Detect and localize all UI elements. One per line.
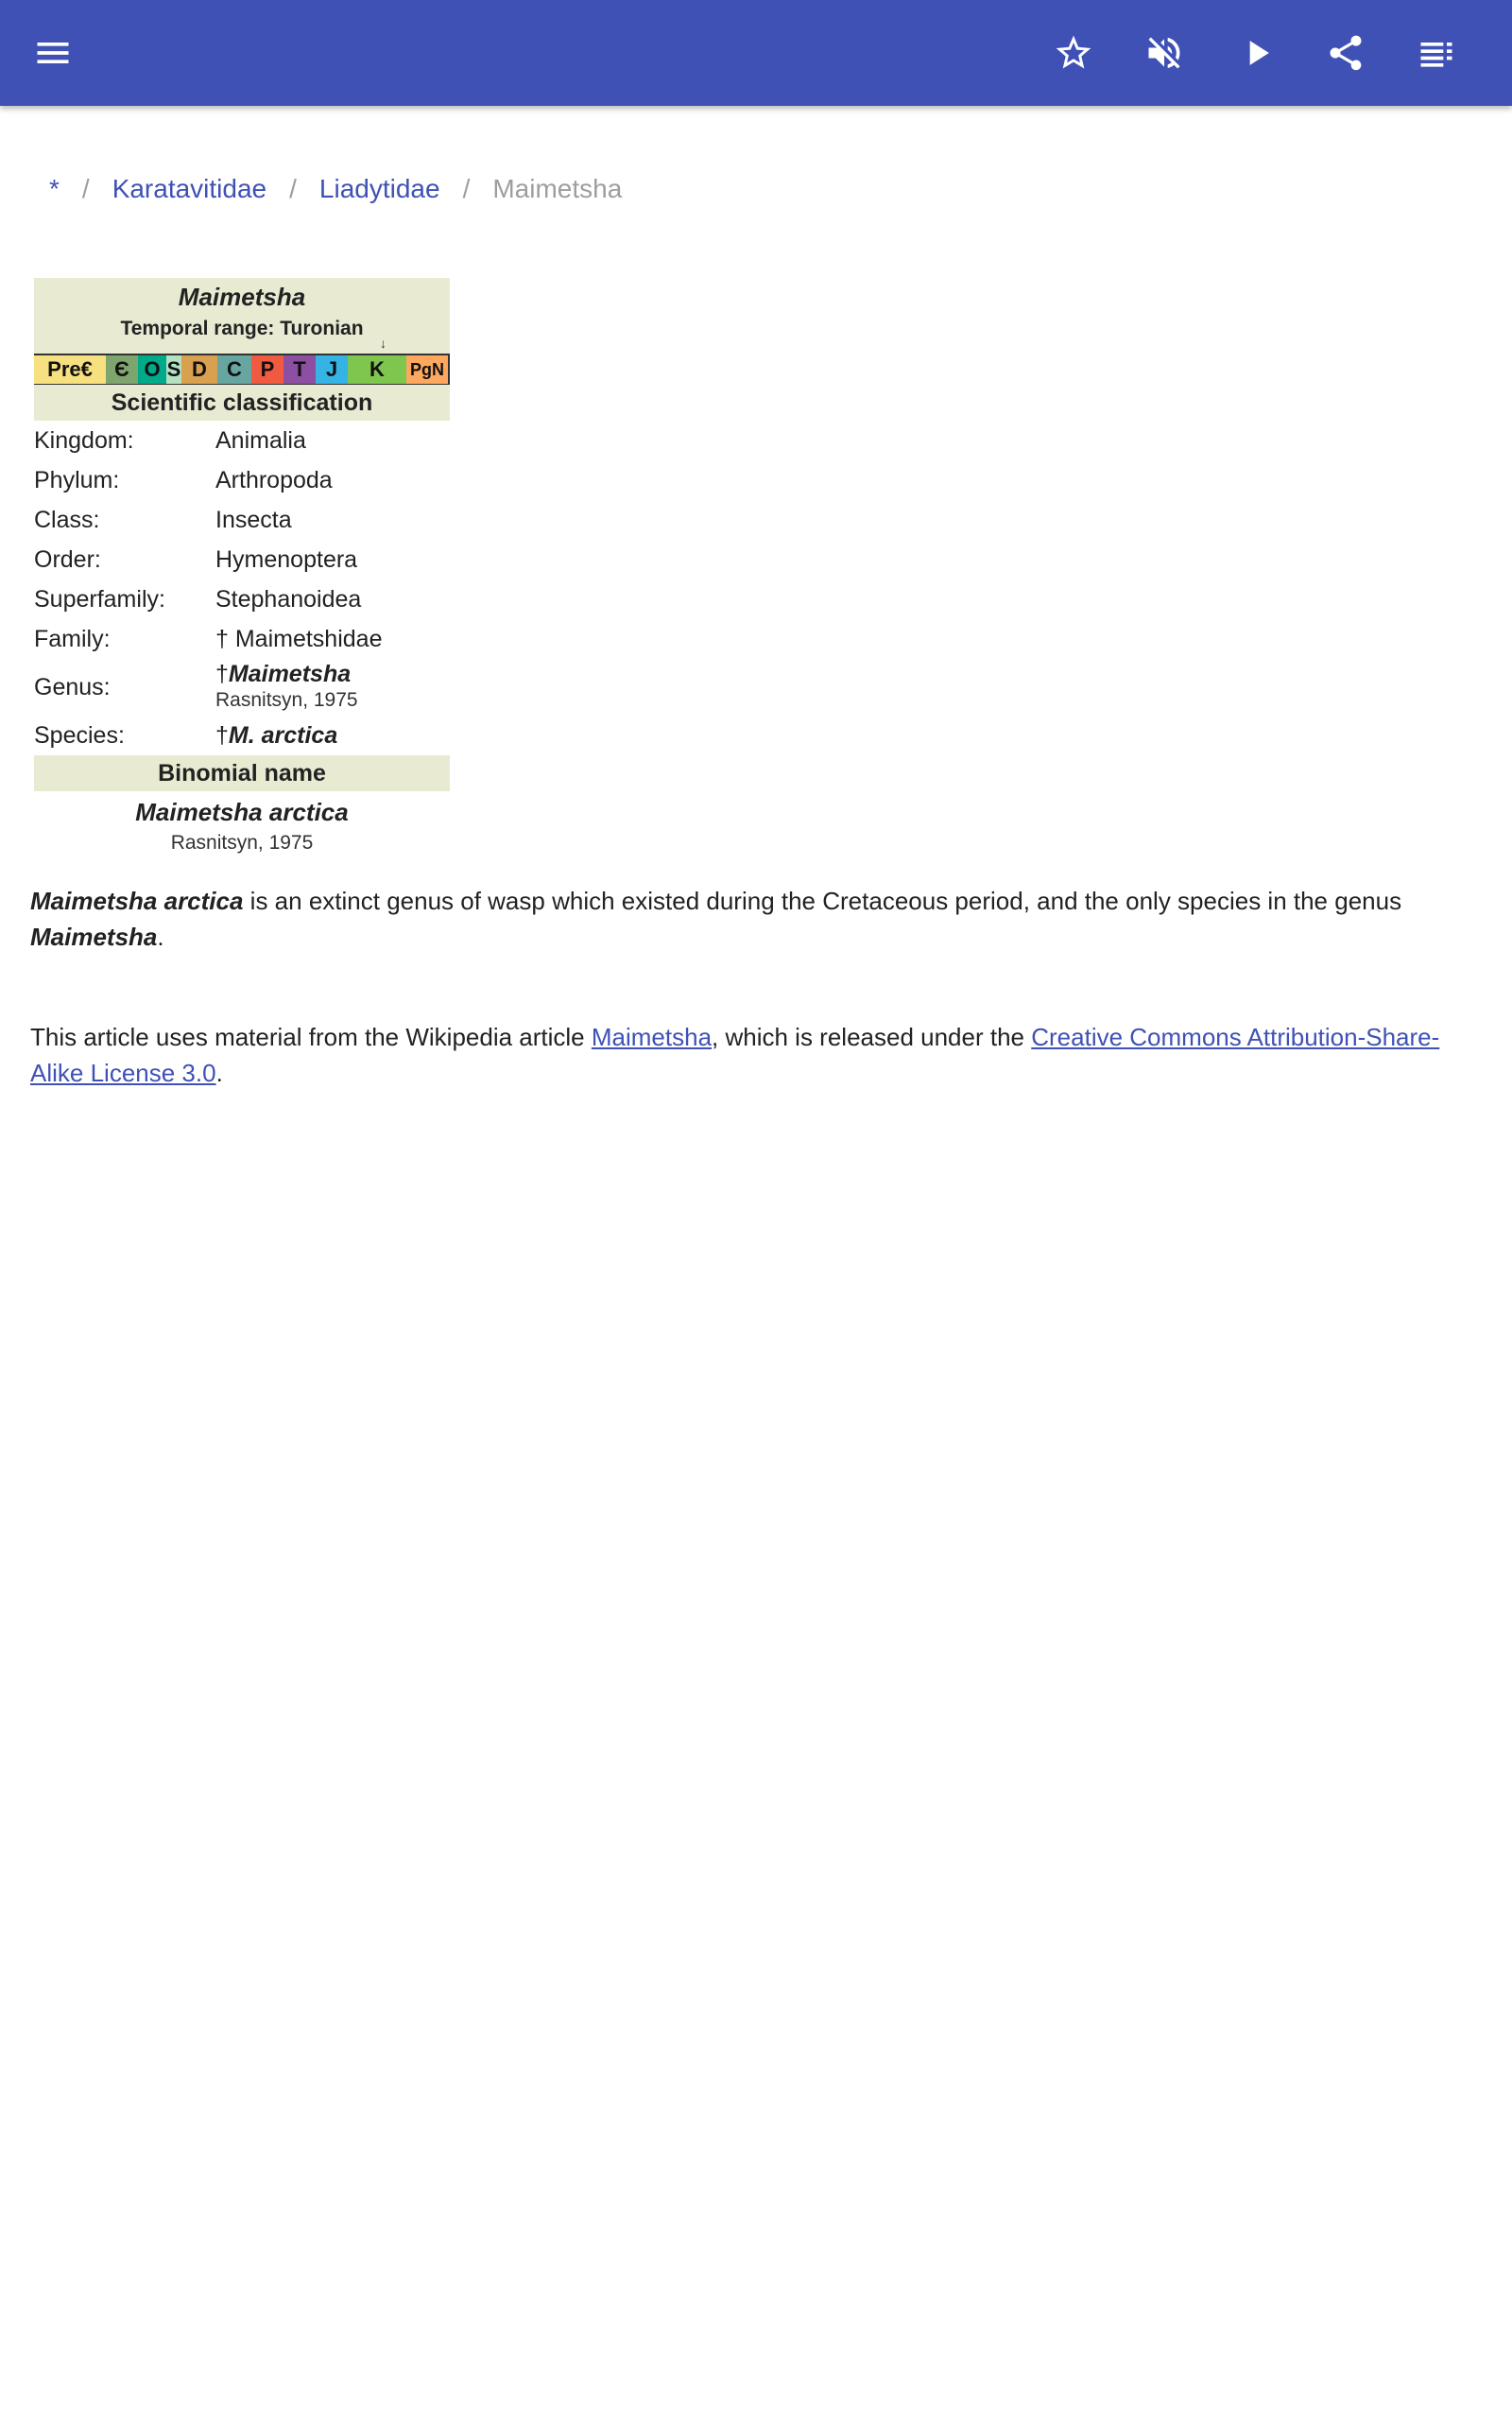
breadcrumb-liadytidae[interactable]: Liadytidae xyxy=(318,174,440,203)
menu-icon[interactable] xyxy=(26,26,79,79)
row-key: Kingdom: xyxy=(34,426,134,454)
binomial-name: Maimetsha arctica xyxy=(135,798,349,826)
lead-bold-genus: Maimetsha xyxy=(30,923,158,951)
temporal-range: Temporal range: Turonian xyxy=(120,318,364,339)
geologic-timescale xyxy=(34,354,450,385)
license-middle: , which is released under the xyxy=(712,1023,1032,1051)
playlist-icon[interactable] xyxy=(1410,26,1463,79)
row-key: Order: xyxy=(34,545,101,573)
breadcrumb-karatavitidae[interactable]: Karatavitidae xyxy=(112,174,267,203)
volume-off-icon[interactable] xyxy=(1138,26,1191,79)
app-bar xyxy=(0,0,1512,106)
row-key: Species: xyxy=(34,721,125,749)
cc-license-link[interactable]: Creative Commons Attribution-Share-Alike License 3.0 xyxy=(30,1023,1440,1087)
row-class xyxy=(34,500,450,540)
timescale-period[interactable]: S xyxy=(166,355,181,384)
classification-heading: Scientific classification xyxy=(34,385,450,421)
binomial-block xyxy=(34,791,450,857)
taxobox-title: Maimetsha xyxy=(178,283,306,311)
row-value: Arthropoda xyxy=(215,466,333,493)
binomial-authority: Rasnitsyn, 1975 xyxy=(170,832,314,854)
play-icon[interactable] xyxy=(1230,26,1283,79)
row-kingdom xyxy=(34,421,450,460)
row-key: Phylum: xyxy=(34,466,120,493)
row-value xyxy=(215,722,450,750)
lead-paragraph xyxy=(30,883,1476,955)
breadcrumb-root[interactable]: * xyxy=(49,174,60,203)
license-paragraph xyxy=(30,1019,1476,1091)
lead-bold: Maimetsha arctica xyxy=(30,887,244,915)
star-outline-icon[interactable] xyxy=(1047,26,1100,79)
range-marker: ↓ xyxy=(380,336,387,351)
article-body xyxy=(30,883,1476,1091)
share-icon[interactable] xyxy=(1319,26,1372,79)
row-species xyxy=(34,716,450,755)
row-phylum xyxy=(34,460,450,500)
row-key: Genus: xyxy=(34,673,111,700)
row-value: † Maimetshidae xyxy=(215,625,383,652)
timescale-period[interactable]: T xyxy=(284,355,316,384)
species-name: M. arctica xyxy=(228,721,338,749)
taxobox-header xyxy=(34,278,450,344)
row-key: Family: xyxy=(34,625,111,652)
binomial-heading: Binomial name xyxy=(34,755,450,791)
row-value: Hymenoptera xyxy=(215,545,358,573)
taxobox xyxy=(34,278,450,857)
license-prefix: This article uses material from the Wikipedia article xyxy=(30,1023,592,1051)
row-value xyxy=(215,662,450,713)
row-value: Stephanoidea xyxy=(215,585,362,613)
timescale-period[interactable]: O xyxy=(138,355,166,384)
breadcrumb-current: Maimetsha xyxy=(492,174,623,203)
row-value: Insecta xyxy=(215,506,292,533)
timescale-period[interactable]: Є xyxy=(106,355,138,384)
timescale-period[interactable]: P xyxy=(251,355,284,384)
timescale-period[interactable]: PgN xyxy=(406,355,450,384)
row-value: Animalia xyxy=(215,426,306,454)
timescale-period[interactable]: K xyxy=(348,355,406,384)
license-end: . xyxy=(215,1059,223,1087)
breadcrumb-separator: / xyxy=(289,174,297,203)
lead-end: . xyxy=(157,923,164,951)
extinct-dagger: † xyxy=(215,721,229,749)
timescale-period[interactable]: D xyxy=(181,355,217,384)
range-marker-row xyxy=(34,336,450,354)
timescale-period[interactable]: J xyxy=(316,355,348,384)
row-key: Superfamily: xyxy=(34,585,165,613)
lead-text: is an extinct genus of wasp which existed during the Cretaceous period, and the only species in the genus xyxy=(243,887,1402,915)
row-genus xyxy=(34,659,450,716)
wikipedia-article-link[interactable]: Maimetsha xyxy=(591,1023,713,1051)
timescale-period[interactable]: C xyxy=(217,355,251,384)
breadcrumb-separator: / xyxy=(462,174,471,203)
timescale-period[interactable]: Pre€ xyxy=(34,355,106,384)
genus-name: Maimetsha xyxy=(228,661,352,687)
extinct-dagger: † xyxy=(215,661,229,687)
row-order xyxy=(34,540,450,579)
genus-authority: Rasnitsyn, 1975 xyxy=(215,689,358,711)
row-family xyxy=(34,619,450,659)
breadcrumb xyxy=(49,170,622,208)
row-key: Class: xyxy=(34,506,100,533)
row-superfamily xyxy=(34,579,450,619)
breadcrumb-separator: / xyxy=(81,174,90,203)
